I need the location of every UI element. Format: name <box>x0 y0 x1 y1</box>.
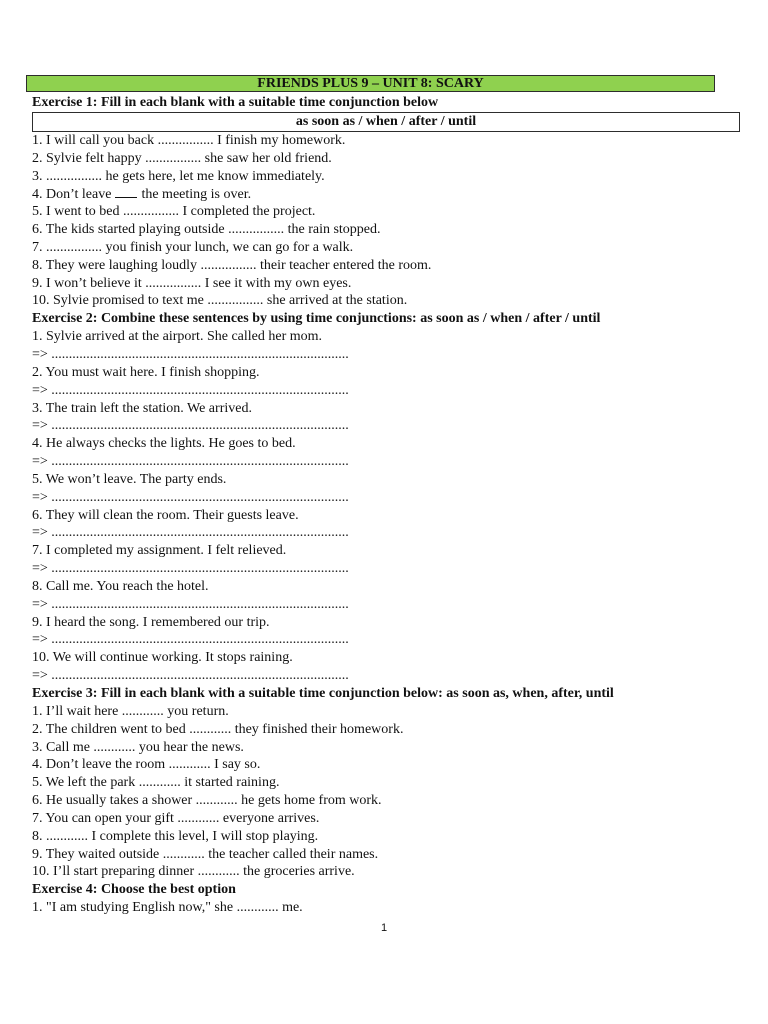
exercise3-item: 8. ............ I complete this level, I will stop playing. <box>32 828 319 844</box>
exercise1-word-box: as soon as / when / after / until <box>32 112 740 132</box>
exercise2-answer-line: => ..................................................................................... <box>32 489 349 505</box>
exercise2-item: 5. We won’t leave. The party ends. <box>32 471 227 487</box>
exercise1-item: 8. They were laughing loudly ................ their teacher entered the room. <box>32 257 432 273</box>
exercise3-item: 5. We left the park ............ it started raining. <box>32 775 280 791</box>
exercise2-answer-line: => ..................................................................................... <box>32 632 349 648</box>
exercise2-answer-line: => ..................................................................................... <box>32 346 349 362</box>
exercise1-item: 1. I will call you back ................ I finish my homework. <box>32 132 346 148</box>
exercise1-item <box>32 185 732 203</box>
exercise3-item: 6. He usually takes a shower ............ he gets home from work. <box>32 793 382 809</box>
exercise1-item: 5. I went to bed ................ I completed the project. <box>32 204 316 220</box>
exercise2-answer-line: => ..................................................................................... <box>32 382 349 398</box>
exercise2-answer-line: => ..................................................................................... <box>32 561 349 577</box>
exercise4-item: 1. "I am studying English now," she ............ me. <box>32 900 303 916</box>
blank-underline <box>115 185 137 198</box>
exercise2-item: 8. Call me. You reach the hotel. <box>32 578 209 594</box>
exercise1-item4-end: the meeting is over. <box>141 187 252 203</box>
exercise2-answer-line: => ..................................................................................... <box>32 668 349 684</box>
exercise1-item: 3. ................ he gets here, let me know immediately. <box>32 168 325 184</box>
exercise2-item: 3. The train left the station. We arrived. <box>32 400 252 416</box>
exercise1-heading: Exercise 1: Fill in each blank with a suitable time conjunction below <box>32 95 439 110</box>
exercise3-item: 4. Don’t leave the room ............ I say so. <box>32 757 261 773</box>
exercise1-item: 10. Sylvie promised to text me ................ she arrived at the station. <box>32 293 408 309</box>
exercise3-heading: Exercise 3: Fill in each blank with a suitable time conjunction below: as soon as, when, after, until <box>32 686 614 701</box>
exercise2-item: 1. Sylvie arrived at the airport. She called her mom. <box>32 329 323 345</box>
exercise2-item: 6. They will clean the room. Their guests leave. <box>32 507 299 523</box>
exercise1-item: 9. I won’t believe it ................ I see it with my own eyes. <box>32 275 352 291</box>
exercise2-item: 10. We will continue working. It stops raining. <box>32 650 293 666</box>
exercise2-item: 7. I completed my assignment. I felt relieved. <box>32 543 287 559</box>
exercise2-answer-line: => ..................................................................................... <box>32 454 349 470</box>
exercise3-item: 1. I’ll wait here ............ you return. <box>32 703 229 719</box>
exercise1-item: 2. Sylvie felt happy ................ she saw her old friend. <box>32 150 332 166</box>
exercise3-item: 3. Call me ............ you hear the news. <box>32 739 244 755</box>
exercise2-heading: Exercise 2: Combine these sentences by using time conjunctions: as soon as / when / after / until <box>32 311 601 327</box>
exercise4-heading: Exercise 4: Choose the best option <box>32 882 236 898</box>
exercise2-answer-line: => ..................................................................................... <box>32 418 349 434</box>
exercise2-item: 9. I heard the song. I remembered our trip. <box>32 614 270 630</box>
exercise3-item: 7. You can open your gift ............ everyone arrives. <box>32 810 320 826</box>
exercise2-item: 2. You must wait here. I finish shopping. <box>32 364 260 380</box>
exercise3-item: 10. I’ll start preparing dinner ............ the groceries arrive. <box>32 864 355 880</box>
exercise3-item: 9. They waited outside ............ the teacher called their names. <box>32 846 379 862</box>
page-number: 1 <box>380 922 388 934</box>
exercise1-item: 6. The kids started playing outside ................ the rain stopped. <box>32 222 381 238</box>
exercise2-answer-line: => ..................................................................................... <box>32 596 349 612</box>
exercise3-item: 2. The children went to bed ............ they finished their homework. <box>32 721 404 737</box>
exercise1-item4-start: 4. Don’t leave <box>32 187 112 203</box>
exercise2-item: 4. He always checks the lights. He goes to bed. <box>32 436 296 452</box>
exercise1-item: 7. ................ you finish your lunch, we can go for a walk. <box>32 239 354 255</box>
worksheet-body <box>32 94 732 917</box>
exercise2-answer-line: => ..................................................................................... <box>32 525 349 541</box>
worksheet-title: FRIENDS PLUS 9 – UNIT 8: SCARY <box>26 75 715 92</box>
